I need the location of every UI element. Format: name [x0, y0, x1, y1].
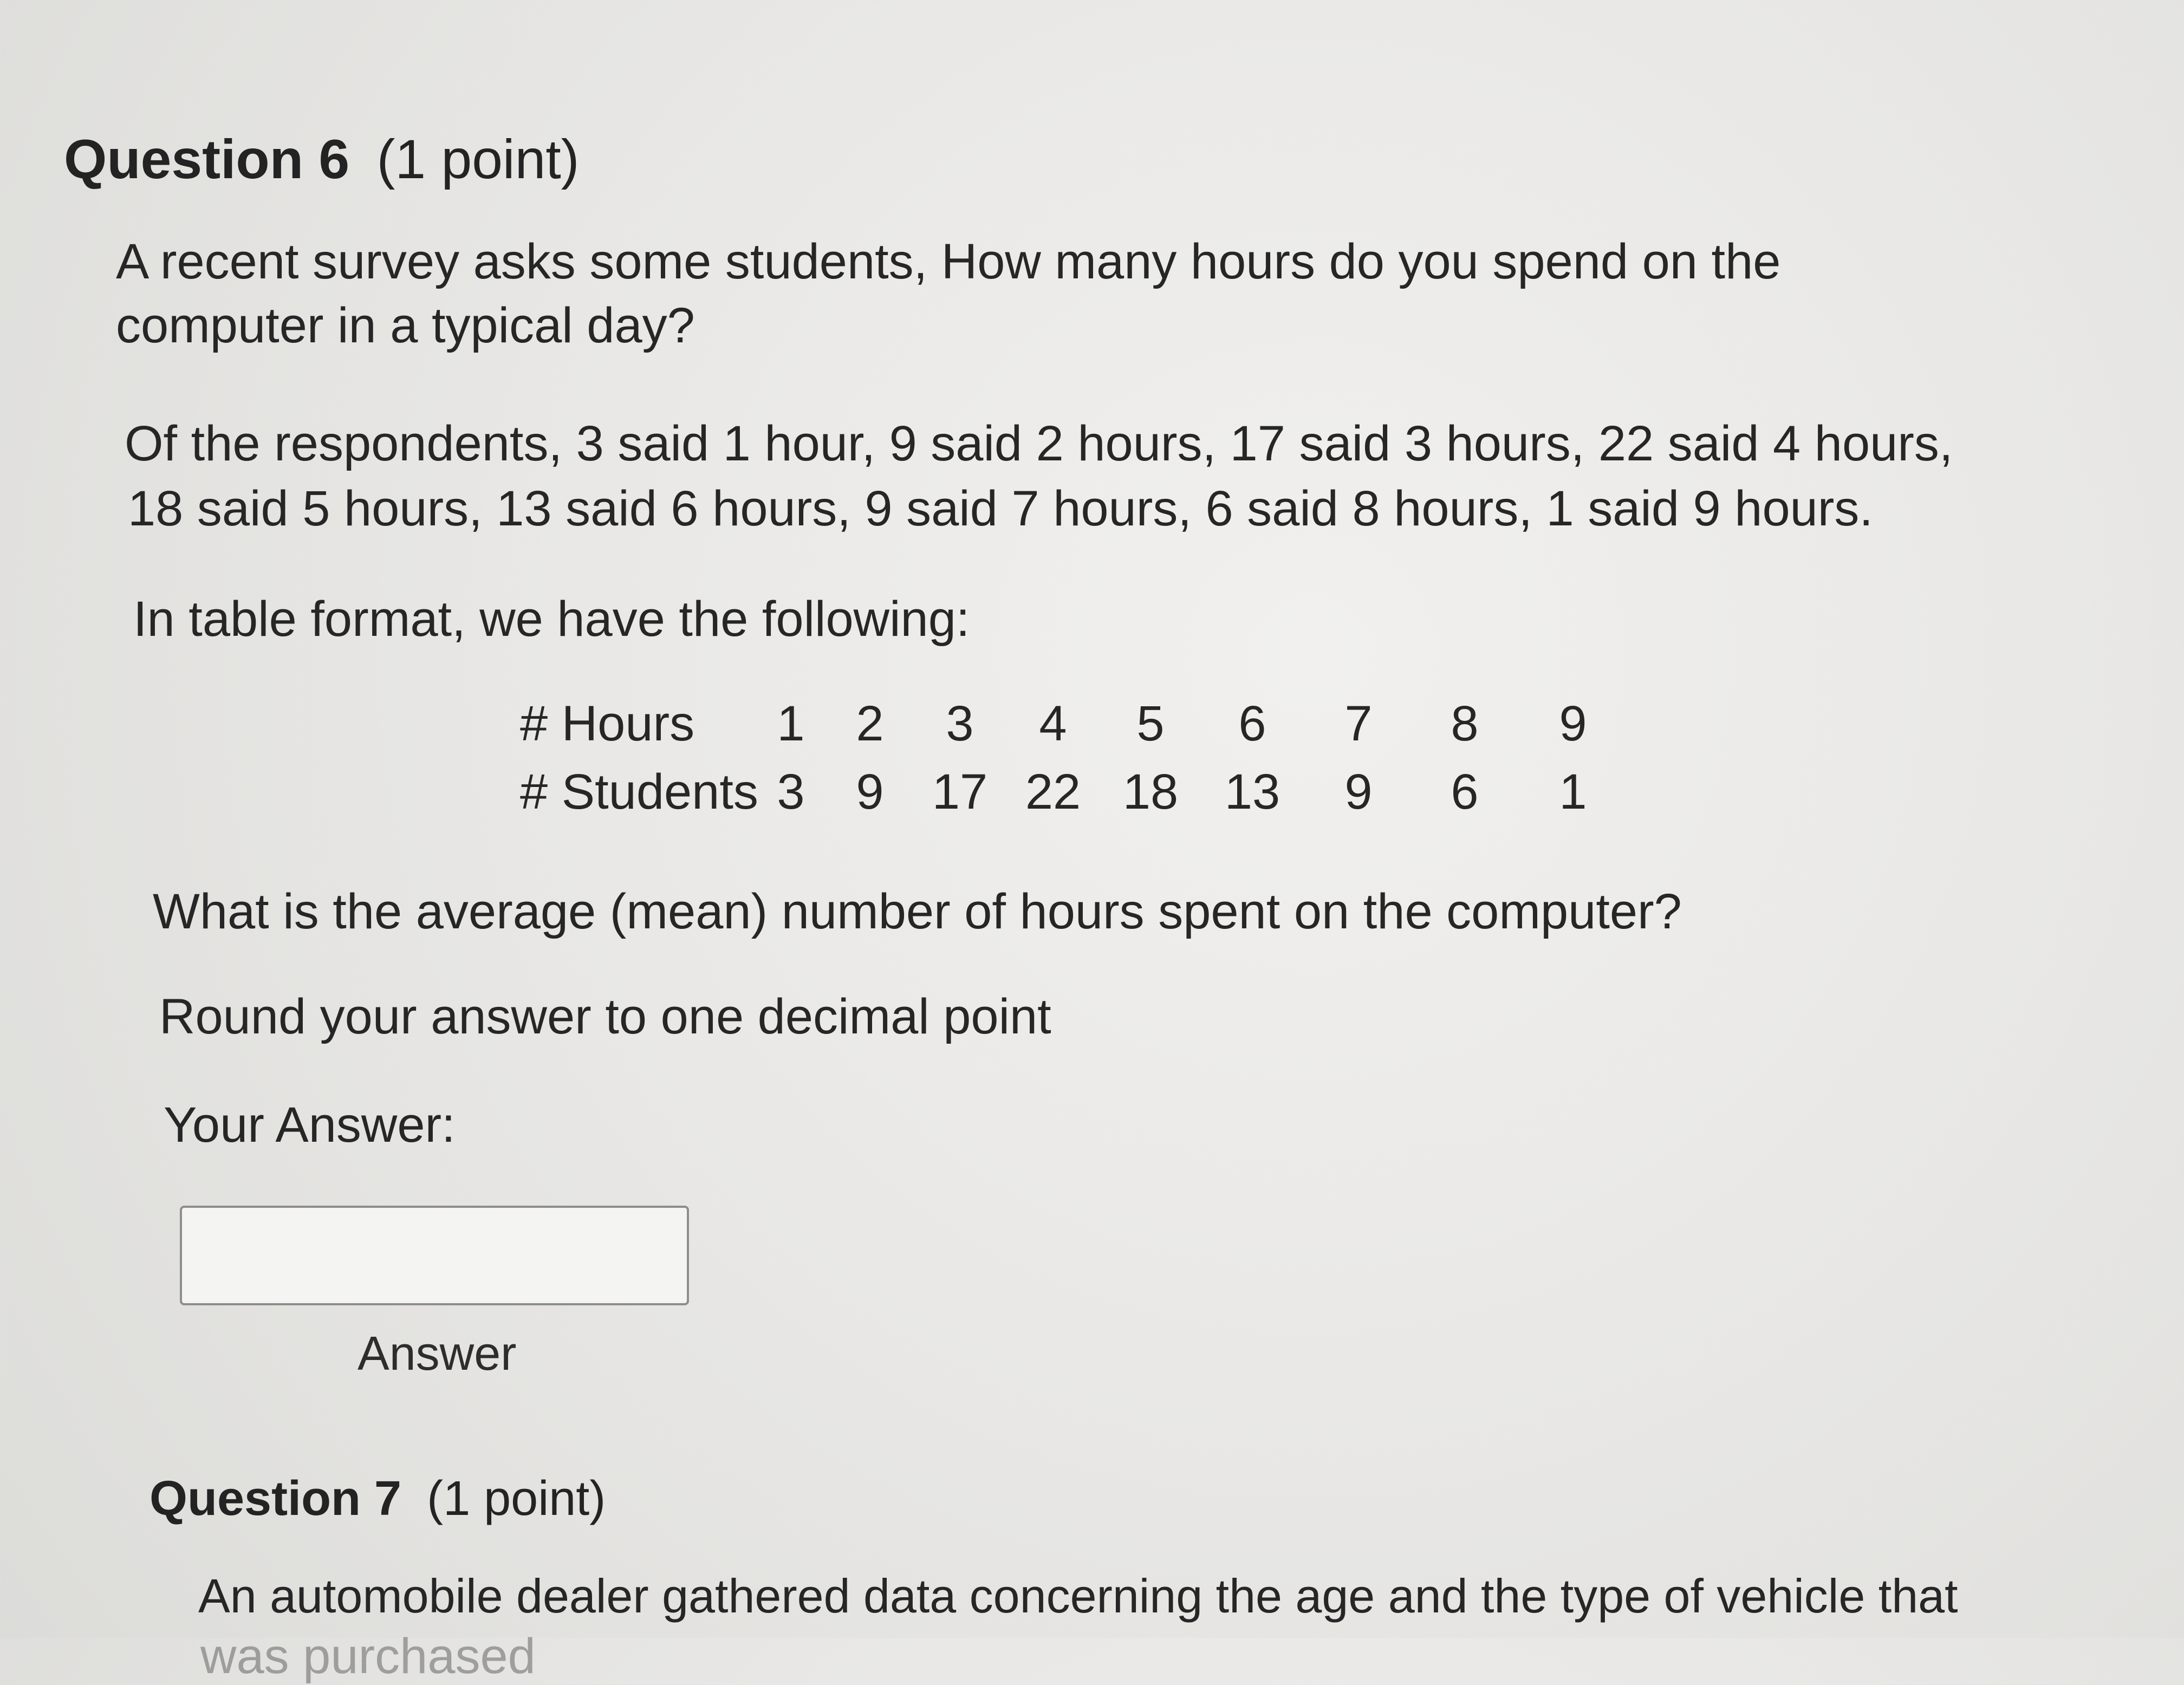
respondents-line-1: Of the respondents, 3 said 1 hour, 9 said 2 hours, 17 said 3 hours, 22 said 4 hours, — [125, 416, 1953, 471]
hours-cell: 7 — [1344, 696, 1373, 751]
table-intro: In table format, we have the following: — [133, 591, 970, 647]
students-row-label: # Students — [520, 764, 758, 819]
hours-row-label: # Hours — [520, 696, 695, 751]
question-6-prompt-line-2: computer in a typical day? — [116, 298, 695, 353]
students-row — [520, 764, 1592, 835]
hours-cell: 9 — [1559, 696, 1587, 751]
answer-caption: Answer — [358, 1326, 517, 1380]
students-cell: 17 — [932, 764, 988, 819]
question-6-title: Question 6 — [64, 128, 350, 190]
question-7-points: (1 point) — [427, 1472, 606, 1526]
hours-cell: 4 — [1039, 696, 1067, 751]
hours-cell: 8 — [1451, 696, 1479, 751]
hours-cell: 6 — [1238, 696, 1266, 751]
students-cell: 1 — [1559, 764, 1587, 819]
students-cell: 6 — [1451, 764, 1479, 819]
question-6-points: (1 point) — [376, 128, 580, 190]
hours-cell: 3 — [946, 696, 974, 751]
question-6-prompt-line-1: A recent survey asks some students, How many hours do you spend on the — [116, 234, 1781, 289]
answer-label: Your Answer: — [164, 1097, 456, 1153]
students-cell: 18 — [1122, 764, 1179, 819]
survey-table — [520, 696, 1592, 835]
students-cell: 22 — [1025, 764, 1081, 819]
question-6-heading — [64, 129, 580, 190]
respondents-line-2: 18 said 5 hours, 13 said 6 hours, 9 said 7 hours, 6 said 8 hours, 1 said 9 hours. — [128, 481, 1873, 536]
students-cell: 9 — [856, 764, 884, 819]
question-7-heading — [150, 1472, 606, 1526]
question-7-prompt-line-2: was purchased — [200, 1629, 536, 1684]
question-7-title: Question 7 — [150, 1472, 402, 1526]
mean-question: What is the average (mean) number of hours spent on the computer? — [153, 884, 1682, 939]
answer-input[interactable] — [180, 1206, 689, 1305]
students-cell: 9 — [1344, 764, 1373, 819]
hours-cell: 1 — [777, 696, 805, 751]
hours-cell: 2 — [856, 696, 884, 751]
hours-cell: 5 — [1136, 696, 1165, 751]
question-7-prompt-line-1: An automobile dealer gathered data concerning the age and the type of vehicle that — [198, 1569, 1958, 1623]
students-cell: 3 — [777, 764, 805, 819]
hours-row — [520, 696, 1592, 767]
rounding-instruction: Round your answer to one decimal point — [159, 989, 1051, 1044]
students-cell: 13 — [1224, 764, 1280, 819]
